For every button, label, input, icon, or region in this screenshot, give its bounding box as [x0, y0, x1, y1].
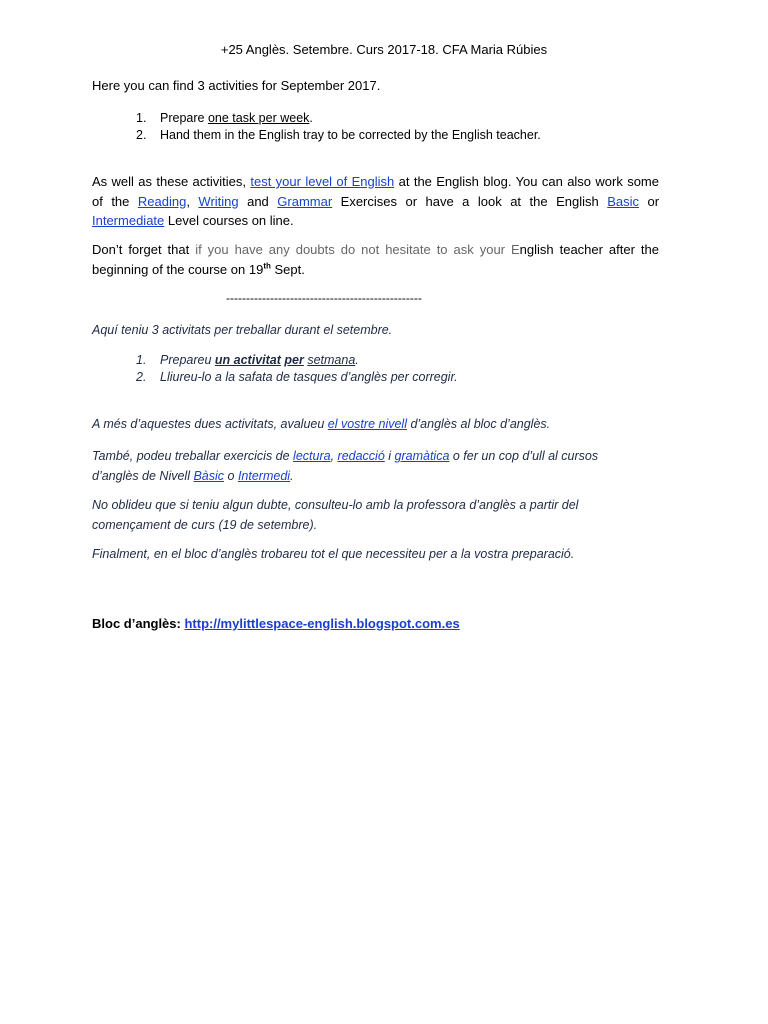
- list-item: [136, 352, 656, 369]
- blog-label: Bloc d’anglès:: [92, 616, 185, 631]
- section-divider: -------------------------------------------------: [226, 291, 422, 305]
- gramatica-link[interactable]: gramàtica: [394, 449, 450, 463]
- list-number: 2.: [136, 127, 147, 142]
- list-text: Lliureu-lo a la safata de tasques d’anglès per corregir.: [160, 369, 458, 384]
- blog-url-link[interactable]: http://mylittlespace-english.blogspot.com.es: [184, 616, 460, 631]
- redaccio-link[interactable]: redacció: [337, 449, 385, 463]
- writing-link[interactable]: Writing: [198, 193, 239, 209]
- list-number: 1.: [136, 353, 147, 367]
- blog-footer: [92, 614, 659, 634]
- intermedi-link[interactable]: Intermedi: [237, 468, 291, 483]
- list-number: 1.: [136, 111, 147, 125]
- document-title: +25 Anglès. Setembre. Curs 2017-18. CFA Maria Rúbies: [220, 42, 548, 57]
- english-task-list: [136, 110, 656, 143]
- catalan-paragraph-level: A més d’aquestes dues activitats, avalueu el vostre nivell d’anglès al bloc d’anglès.: [92, 417, 551, 431]
- basic-link[interactable]: Basic: [607, 193, 639, 209]
- catalan-paragraph-exercises: També, podeu treballar exercicis de lectura, redacció i gramàtica o fer un cop d’ull al cursos d’anglès de Nivell Bàsic o Intermedi.: [92, 449, 599, 483]
- list-item: [136, 110, 656, 127]
- english-paragraph-doubts: Don’t forget that if you have any doubts do not hesitate to ask your English teacher after the beginning of the course on 19th Sept.: [92, 242, 659, 277]
- english-paragraph-activities: As well as these activities, test your level of English at the English blog. You can also work some of the Reading, Writing and Grammar Exercises or have a look at the English Basic or Intermediate Level courses on line.: [92, 174, 660, 228]
- test-level-link[interactable]: test your level of English: [250, 174, 395, 189]
- list-item: [136, 369, 656, 386]
- list-text: Prepare one task per week.: [160, 111, 313, 125]
- list-text: Prepareu un activitat per setmana.: [160, 353, 359, 367]
- list-text: Hand them in the English tray to be corrected by the English teacher.: [160, 127, 541, 142]
- list-number: 2.: [136, 369, 147, 384]
- list-item: [136, 127, 656, 144]
- grammar-link[interactable]: Grammar: [277, 193, 333, 209]
- intermediate-link[interactable]: Intermediate: [92, 213, 165, 228]
- one-task-per-week-text: one task per week: [207, 111, 310, 125]
- english-intro: Here you can find 3 activities for September 2017.: [92, 78, 381, 93]
- catalan-paragraph-final: Finalment, en el bloc d’anglès trobareu tot el que necessiteu per a la vostra preparació.: [92, 547, 575, 561]
- catalan-task-list: [136, 352, 656, 385]
- basic-ca-link[interactable]: Bàsic: [193, 468, 225, 483]
- reading-link[interactable]: Reading: [137, 193, 187, 209]
- catalan-paragraph-doubts: No oblideu que si teniu algun dubte, consulteu-lo amb la professora d’anglès a partir del començament de curs (19 de setembre).: [92, 498, 579, 532]
- el-vostre-nivell-link[interactable]: el vostre nivell: [327, 417, 407, 431]
- lectura-link[interactable]: lectura: [293, 449, 331, 463]
- catalan-intro: Aquí teniu 3 activitats per treballar durant el setembre.: [92, 323, 393, 337]
